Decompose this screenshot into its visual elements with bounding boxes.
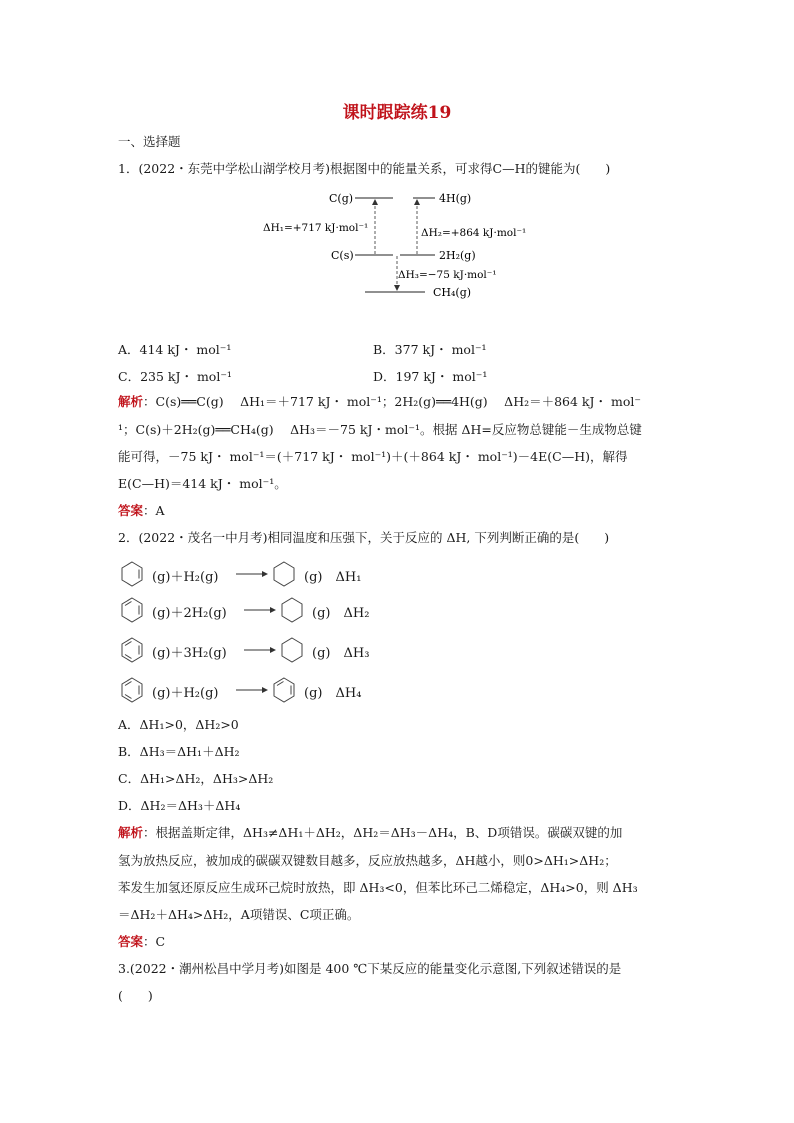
page-title: 课时跟踪练19 — [342, 103, 452, 123]
reaction-1: (g)＋H₂(g) (g) ΔH₁ — [118, 560, 418, 588]
label-cg: C(g) — [329, 192, 354, 205]
analysis-label: 解析 — [118, 394, 144, 409]
section-heading: 一、选择题 — [118, 134, 181, 149]
reaction-3: (g)＋3H₂(g) (g) ΔH₃ — [118, 636, 418, 664]
label-dh2: ΔH₂=+864 kJ·mol⁻¹ — [421, 227, 527, 239]
q1-analysis-line-3: 能可得，－75 kJ・ mol⁻¹＝(＋717 kJ・ mol⁻¹)＋(＋864 kJ・ mol⁻¹)－4E(C—H)，解得 — [118, 449, 628, 464]
q2-option-d: D．ΔH₂＝ΔH₃＋ΔH₄ — [118, 798, 241, 813]
label-h2g: 2H₂(g) — [439, 249, 476, 262]
reaction-4: (g)＋H₂(g) (g) ΔH₄ — [118, 676, 418, 704]
cyclohexane-icon — [278, 596, 306, 624]
q2-answer: 答案：C — [118, 934, 166, 949]
arrow-icon — [244, 604, 276, 616]
q2-analysis-line-2: 氢为放热反应，被加成的碳碳双键数目越多，反应放热越多，ΔH越小，则0>ΔH₁>ΔH₂； — [118, 853, 617, 868]
cyclohexadiene-icon — [118, 596, 146, 624]
answer-label: 答案 — [118, 934, 144, 949]
q2-option-a: A．ΔH₁>0，ΔH₂>0 — [118, 717, 239, 732]
label-dh3: ΔH₃=−75 kJ·mol⁻¹ — [398, 269, 497, 281]
label-h4g: 4H(g) — [439, 192, 472, 205]
q1-option-b: B．377 kJ・ mol⁻¹ — [373, 342, 487, 357]
q1-option-c: C．235 kJ・ mol⁻¹ — [118, 369, 232, 384]
arrow-icon — [236, 684, 268, 696]
cyclohexadiene-icon — [270, 676, 298, 704]
q1-analysis-line-2: ¹；C(s)＋2H₂(g)══CH₄(g) ΔH₃＝－75 kJ・mol⁻¹。根据 ΔH=反应物总键能－生成物总键 — [118, 422, 642, 437]
cyclohexene-icon — [118, 560, 146, 588]
label-dh1: ΔH₁=+717 kJ·mol⁻¹ — [263, 222, 369, 234]
question-3-stem: 3.(2022・潮州松昌中学月考)如图是 400 ℃下某反应的能量变化示意图,下列叙述错误的是 — [118, 961, 622, 976]
q1-option-d: D．197 kJ・ mol⁻¹ — [373, 369, 488, 384]
arrow-icon — [236, 568, 268, 580]
q2-analysis-line-1: 解析：根据盖斯定律，ΔH₃≠ΔH₁＋ΔH₂，ΔH₂＝ΔH₃－ΔH₄，B、D项错误。碳碳双键的加 — [118, 825, 623, 840]
energy-diagram — [255, 186, 527, 306]
benzene-icon — [118, 636, 146, 664]
analysis-label: 解析 — [118, 825, 144, 840]
q1-analysis-line-4: E(C—H)＝414 kJ・ mol⁻¹。 — [118, 476, 287, 491]
question-1-stem: 1．(2022・东莞中学松山湖学校月考)根据图中的能量关系，可求得C—H的键能为( ) — [118, 161, 611, 176]
arrow-icon — [244, 644, 276, 656]
q1-analysis-line-1: 解析：C(s)══C(g) ΔH₁＝＋717 kJ・ mol⁻¹；2H₂(g)══4H(g) ΔH₂＝＋864 kJ・ mol⁻ — [118, 394, 641, 409]
q1-answer: 答案：A — [118, 503, 165, 518]
q2-option-c: C．ΔH₁>ΔH₂，ΔH₃>ΔH₂ — [118, 771, 274, 786]
label-ch4: CH₄(g) — [433, 286, 472, 299]
answer-label: 答案 — [118, 503, 144, 518]
cyclohexane-icon — [278, 636, 306, 664]
q1-option-a: A．414 kJ・ mol⁻¹ — [118, 342, 232, 357]
question-2-stem: 2．(2022・茂名一中月考)相同温度和压强下，关于反应的 ΔH, 下列判断正确的是( ) — [118, 530, 610, 545]
cyclohexane-icon — [270, 560, 298, 588]
q2-analysis-line-4: ＝ΔH₂＋ΔH₄>ΔH₂，A项错误、C项正确。 — [118, 907, 360, 922]
q2-option-b: B．ΔH₃＝ΔH₁＋ΔH₂ — [118, 744, 240, 759]
q2-analysis-line-3: 苯发生加氢还原反应生成环己烷时放热，即 ΔH₃<0，但苯比环己二烯稳定，ΔH₄>0，则 ΔH₃ — [118, 880, 638, 895]
benzene-icon — [118, 676, 146, 704]
question-3-stem-cont: ( ) — [118, 988, 153, 1003]
reaction-2: (g)＋2H₂(g) (g) ΔH₂ — [118, 596, 418, 624]
label-cs: C(s) — [331, 249, 354, 262]
